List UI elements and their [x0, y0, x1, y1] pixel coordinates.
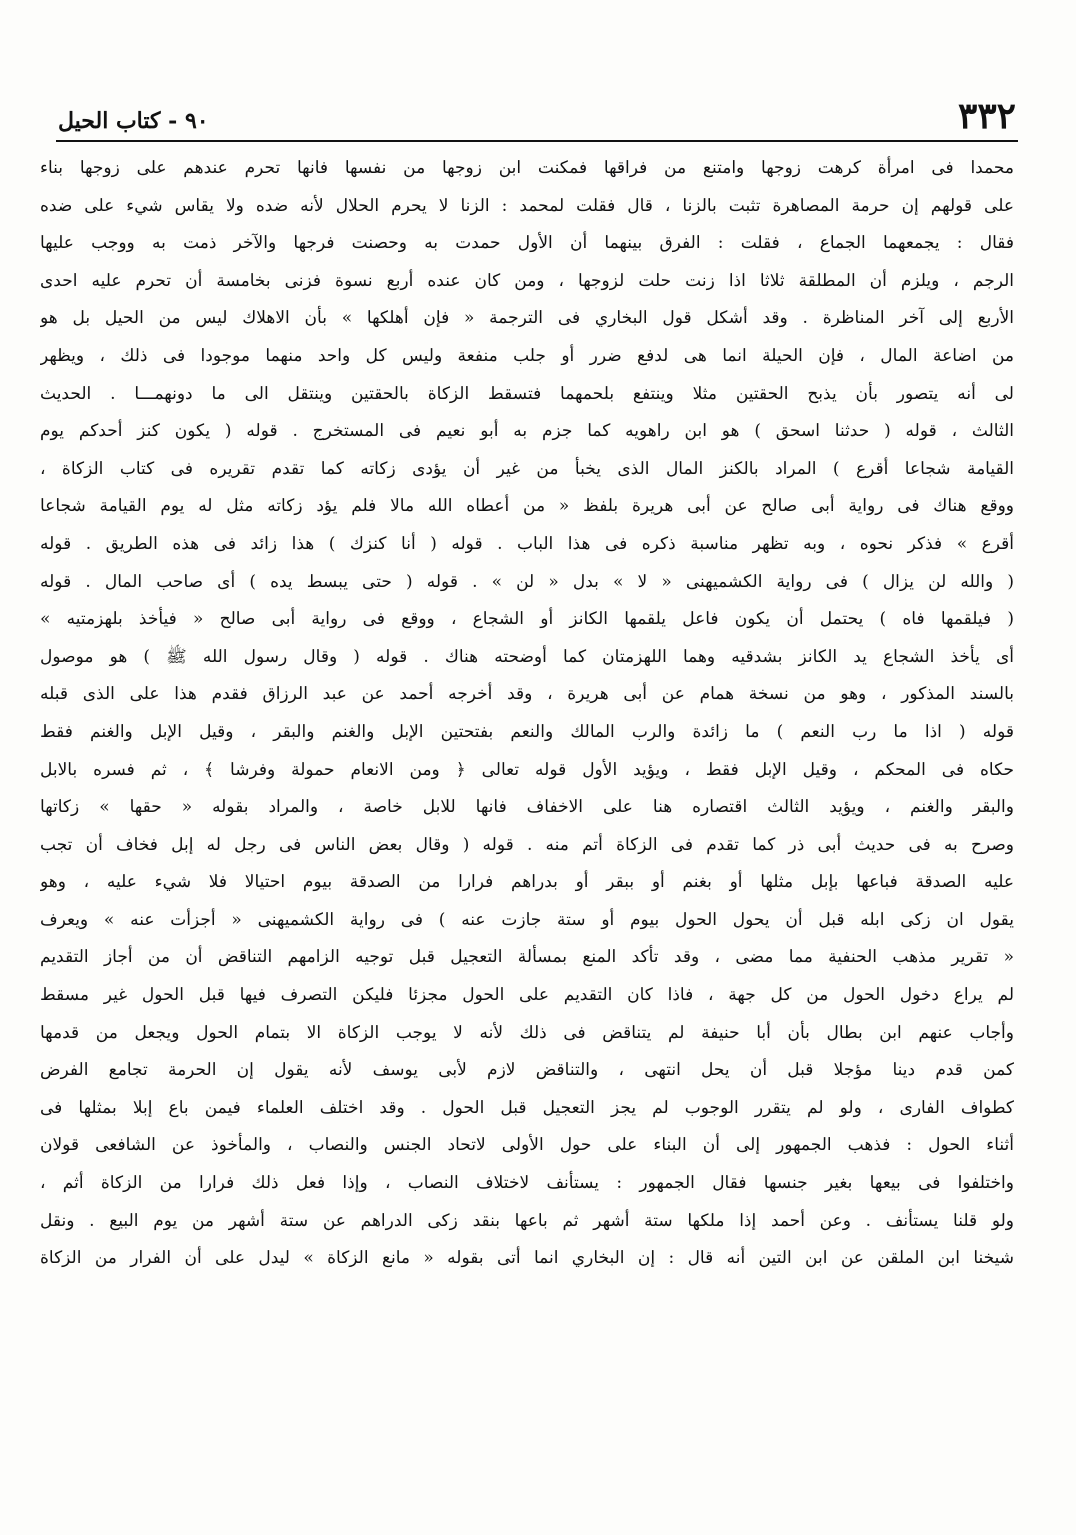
text-line: ( فيلقمها فاه ) يحتمل أن يكون فاعل يلقمها الكانز أو الشجاع ، ووقع فى رواية أبى صالح « فيأخذ بلهزمتيه » [40, 609, 1014, 630]
text-line: وأجاب عنهم ابن بطال بأن أبا حنيفة لم يتناقض فى ذلك لأنه لا يوجب الزكاة الا بتمام الحول ويجعل من قدمها [40, 1022, 1014, 1043]
text-line: ووقع هناك فى رواية أبى صالح عن أبى هريرة بلفظ « من أعطاه الله مالا فلم يؤد زكاته مثل له يوم القيامة شجاعا [40, 496, 1014, 517]
text-line: حكاه فى المحكم ، وقيل الإبل فقط ، ويؤيد الأول قوله تعالى ﴿ ومن الانعام حمولة وفرشا ﴾ ، ثم فسره بالابل [40, 759, 1014, 780]
text-line: الرجم ، ويلزم أن المطلقة ثلاثا اذا زنت حلت لزوجها ، ومن كان عنده أربع نسوة فزنى بخامسة أن تحرم عليه احدى [40, 270, 1014, 291]
page-number: ٣٣٢ [957, 95, 1016, 137]
text-line: ولو قلنا يستأنف . وعن أحمد إذا ملكها ستة أشهر ثم باعها بنقد زكى الدراهم عن ستة أشهر من يوم البيع . ونقل [40, 1210, 1014, 1231]
text-line: يقول ان زكى ابله قبل أن يحول الحول بيوم أو ستة جازت عنه ) فى رواية الكشميهنى « أجزأت عنه » ويعرف [40, 909, 1014, 930]
running-head: ٩٠ - كتاب الحيل [58, 108, 209, 134]
text-line: بالسند المذكور ، وهو من نسخة همام عن أبى هريرة ، وقد أخرجه أحمد عن عبد الرزاق فقدم هذا على الذى قبله [40, 684, 1014, 705]
text-line: الثالث ، قوله ( حدثنا اسحق ) هو ابن راهويه كما جزم به أبو نعيم فى المستخرج . قوله ( يكون كنز أحدكم يوم [40, 421, 1014, 442]
text-line: فقال : يجمعهما الجماع ، فقلت : الفرق بينهما أن الأول حمدت به وحصنت فرجها والآخر ذمت به ووجب عليها [40, 233, 1014, 254]
text-line: أثناء الحول : فذهب الجمهور إلى أن البناء على حول الأولى لاتحاد الجنس والنصاب ، والمأخوذ عن الشافعى قولان [40, 1135, 1014, 1156]
text-line: لم يراع دخول الحول من كل جهة ، فاذا كان التقديم على الحول مجزئا فليكن التصرف فيها قبل الحول غير مسقط [40, 985, 1014, 1006]
text-line: شيخنا ابن الملقن عن ابن التين أنه قال : إن البخاري انما أتى بقوله « مانع الزكاة » ليدل على أن الفرار من الزكاة [40, 1248, 1014, 1269]
header-rule [56, 140, 1018, 142]
text-line: محمدا فى امرأة كرهت زوجها وامتنع من فراقها فمكنت ابن زوجها من نفسها فانها تحرم عندهم على زوجها بناء [40, 158, 1014, 178]
text-line: أقرع » فذكر نحوه ، وبه تظهر مناسبة ذكره فى هذا الباب . قوله ( أنا كنزك ) هذا زائد فى هذه الطريق . قوله [40, 533, 1014, 554]
page-header [58, 92, 1016, 136]
text-line: كطواف الفارى ، ولو لم يتقرر الوجوب لم يجز التعجيل قبل الحول . وقد اختلف العلماء فيمن باع إبلا بمثلها فى [40, 1097, 1014, 1118]
text-line: قوله ( اذا ما رب النعم ) ما زائدة والرب المالك والنعم بفتحتين الإبل والغنم والبقر ، وقيل الإبل والغنم فقط [40, 721, 1014, 742]
text-line: « تقرير مذهب الحنفية مما مضى ، وقد تأكد المنع بمسألة التعجيل قبل توجيه الزامهم التناقض أن من أجاز التقديم [40, 947, 1014, 968]
text-line: كمن قدم دينا مؤجلا قبل أن يحل انتهى ، والتناقض لازم لأبى يوسف لأنه يقول إن الحرمة تجامع الفرض [40, 1060, 1014, 1081]
text-line: أى يأخذ الشجاع يد الكانز بشدقيه وهما اللهزمتان كما أوضحته هناك . قوله ( وقال رسول الله ﷺ ) هو موصول [40, 646, 1014, 667]
text-line: والبقر والغنم ، ويؤيد الثالث اقتصاره هنا على الاخفاف فانها للابل خاصة ، والمراد بقوله « حقها » زكاتها [40, 797, 1014, 818]
text-line: على قولهم إن حرمة المصاهرة تثبت بالزنا ، قال فقلت لمحمد : الزنا لا يحرم الحلال لأنه ضده ولا يقاس شيء على ضده [40, 195, 1014, 216]
body-text [40, 150, 1014, 1278]
text-line: الأربع إلى آخر المناظرة . وقد أشكل قول البخاري فى الترجمة « فإن أهلكها » بأن الاهلاك ليس من الحيل بل هو [40, 308, 1014, 329]
text-line: القيامة شجاعا أقرع ) المراد بالكنز المال الذى يخبأ من غير أن يؤدى زكاته كما تقدم تقريره فى كتاب الزكاة ، [40, 458, 1014, 479]
text-line: وصرح به فى حديث أبى ذر كما تقدم فى الزكاة أتم منه . قوله ( وقال بعض الناس فى رجل له إبل فخاف أن تجب [40, 834, 1014, 855]
text-line: لى أنه يتصور بأن يذبح الحقتين مثلا وينتفع بلحمهما فتسقط الزكاة بالحقتين وينتقل الى ما دونهمـــا . الحديث [40, 383, 1014, 404]
text-line: واختلفوا فى بيعها بغير جنسها فقال الجمهور : يستأنف لاختلاف النصاب ، وإذا فعل ذلك فرارا من الزكاة أثم ، [40, 1173, 1014, 1194]
text-line: من اضاعة المال ، فإن الحيلة انما هى لدفع ضرر أو جلب منفعة وليس كل واحد منهما موجودا فى ذلك ، ويظهر [40, 345, 1014, 366]
text-line: ( والله لن يزال ) فى رواية الكشميهنى « لا » بدل « لن » . قوله ( حتى يبسط يده ) أى صاحب المال . قوله [40, 571, 1014, 592]
text-line: عليه الصدقة فباعها بإبل مثلها أو بغنم أو ببقر أو بدراهم فرارا من الصدقة بيوم احتيالا فلا شيء عليه ، وهو [40, 872, 1014, 893]
